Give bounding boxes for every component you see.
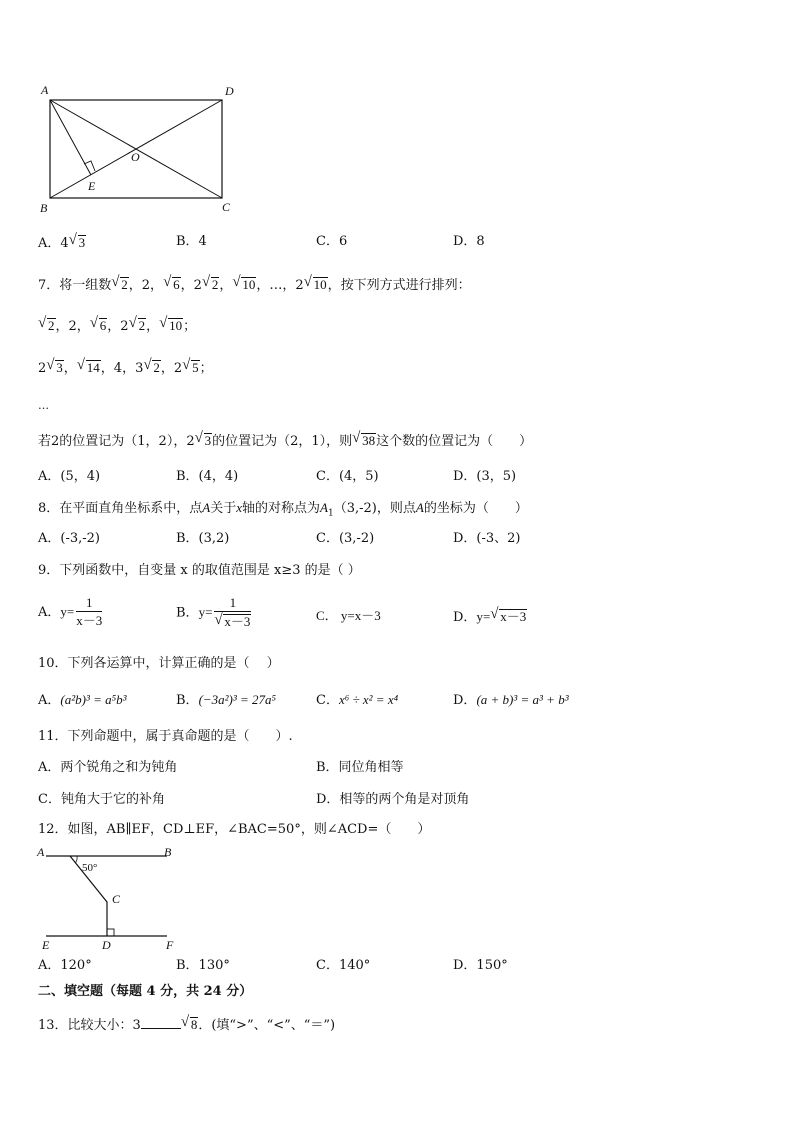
- q10-option-b-label: B．: [176, 693, 199, 708]
- sqrt-symbol: √ 3: [68, 232, 86, 250]
- q12-option-a: A．120°: [38, 958, 92, 973]
- q8-stem-suffix: 的坐标为（ ）: [423, 501, 528, 516]
- label-b: B: [164, 845, 172, 859]
- q8-stem-part: 关于: [210, 501, 237, 516]
- q7-option-b: B．(4，4): [176, 469, 239, 484]
- q13-stem: 13．比较大小：3 √ 8．(填“>”、“<”、“＝”): [38, 1014, 336, 1033]
- q7-question-radicand-2: 38: [362, 433, 376, 448]
- q10-stem: 10．下列各运算中，计算正确的是（ ）: [38, 656, 280, 671]
- q13-radicand: 8: [190, 1017, 198, 1032]
- q10-option-a: [38, 693, 127, 707]
- q9-option-d-radicand: x－3: [500, 609, 527, 624]
- q10-option-d: [453, 693, 569, 707]
- q7-option-d: D．(3，5): [453, 469, 517, 484]
- q9-option-b-fraction: 1 √ x－3: [214, 595, 251, 630]
- parallel-lines-figure: [36, 840, 186, 952]
- angle-arc: [76, 856, 78, 863]
- q7-row2-item: 2: [38, 361, 47, 376]
- q7-question-suffix: 这个数的位置记为（ ）: [376, 434, 533, 449]
- q10-option-d-label: D．: [453, 693, 477, 708]
- q8-point-a1: A: [320, 500, 328, 515]
- q8-stem-part: （3,-2)，则点: [333, 501, 416, 516]
- q8-option-c: C．(3,-2): [316, 531, 375, 546]
- q8-axis-x: x: [236, 500, 243, 515]
- q7-item: 10: [242, 277, 256, 292]
- section-heading: 二、填空题（每题 4 分，共 24 分）: [38, 984, 253, 999]
- q7-row2-item: ，: [63, 361, 77, 376]
- q9-stem: 9．下列函数中，自变量 x 的取值范围是 x≥3 的是（ ）: [38, 563, 361, 578]
- q7-question-radicand-1: 3: [204, 433, 212, 448]
- q8-stem-prefix: 8．在平面直角坐标系中，点: [38, 501, 203, 516]
- q7-row2-item: ，4，3: [100, 361, 144, 376]
- q6-option-a-text: A．4: [38, 236, 69, 251]
- q7-row1-item: ，2: [107, 319, 129, 334]
- q7-row1-item: ；: [183, 319, 197, 334]
- q7-row1-item: ，: [146, 319, 160, 334]
- fraction-numerator: 1: [76, 596, 102, 612]
- fraction-denominator: x－3: [76, 613, 103, 629]
- fraction-denominator: x－3: [224, 614, 251, 630]
- q7-row2-item: 3: [56, 360, 63, 375]
- q10-option-d-expression: (a + b)³ = a³ + b³: [476, 692, 569, 707]
- answer-blank[interactable]: [141, 1016, 181, 1029]
- q7-item: ，…，2: [256, 278, 304, 293]
- label-c: C: [112, 892, 121, 906]
- q7-stem-prefix: 7．将一组数: [38, 278, 112, 293]
- q10-option-c-label: C．: [316, 693, 339, 708]
- q7-row1-item: 10: [169, 318, 183, 333]
- q7-option-a: A．(5，4): [38, 469, 101, 484]
- q6-option-a-radicand: 3: [78, 235, 86, 250]
- q7-row2-item: 14: [86, 360, 100, 375]
- q12-option-d: D．150°: [453, 958, 508, 973]
- q8-stem: [38, 501, 528, 519]
- q10-option-b: [176, 693, 276, 707]
- label-d: D: [225, 84, 234, 98]
- q6-option-a: [38, 232, 86, 251]
- q8-point-a: A: [202, 500, 211, 515]
- angle-label-50: 50°: [82, 862, 98, 874]
- q11-stem: 11．下列命题中，属于真命题的是（ ）.: [38, 729, 293, 744]
- q8-option-d: D．(-3、2): [453, 531, 521, 546]
- q8-option-a: A．(-3,-2): [38, 531, 100, 546]
- q10-option-a-label: A．: [38, 693, 61, 708]
- q7-question-prefix: 若2的位置记为（1，2），2: [38, 434, 195, 449]
- label-a: A: [37, 845, 45, 859]
- q11-option-b: B．同位角相等: [316, 760, 404, 775]
- q7-row-1: √ 2，2， √ 6，2 √ 2， √ 10；: [38, 315, 197, 334]
- q7-item: 6: [173, 277, 180, 292]
- q9-option-d-label: D．: [453, 610, 477, 625]
- q9-option-b: [176, 596, 253, 630]
- q7-row1-item: ，2，: [55, 319, 90, 334]
- q7-row1-item: 2: [48, 318, 55, 333]
- label-a: A: [41, 83, 49, 97]
- label-c: C: [222, 200, 231, 214]
- q9-option-b-label: B．: [176, 605, 199, 621]
- q7-row2-item: 2: [153, 360, 160, 375]
- q7-item: 2: [121, 277, 128, 292]
- q7-row1-item: 6: [99, 318, 107, 333]
- q7-row2-item: ；: [199, 361, 213, 376]
- q9-option-a-lhs: y=: [60, 603, 75, 619]
- q7-option-c: C．(4，5): [316, 469, 379, 484]
- q7-question: 若2的位置记为（1，2），2 √ 3的位置记为（2，1），则 √ 38这个数的位置记为（ ）: [38, 430, 533, 449]
- rectangle-figure: [36, 82, 246, 217]
- q7-question-middle: 的位置记为（2，1），则: [212, 434, 353, 449]
- q9-option-c: C． y=x－3: [316, 608, 381, 623]
- q13-suffix: ．(填“>”、“<”、“＝”): [198, 1018, 336, 1033]
- q10-option-c: [316, 693, 398, 707]
- q8-option-b: B．(3,2): [176, 531, 230, 546]
- q6-option-b: B．4: [176, 234, 207, 249]
- q7-row2-item: 5: [192, 360, 199, 375]
- q10-option-b-expression: (−3a²)³ = 27a⁵: [198, 692, 277, 707]
- fraction-numerator: 1: [214, 596, 251, 612]
- q7-row-2: 2 √ 3， √ 14，4，3 √ 2，2 √ 5；: [38, 357, 213, 376]
- q10-option-c-expression: x⁶ ÷ x² = x⁴: [338, 692, 399, 707]
- q7-row1-item: 2: [138, 318, 146, 333]
- q7-item: ，2: [180, 278, 202, 293]
- q7-stem: 7．将一组数 √ 2，2， √ 6，2 √ 2， √ 10，…，2 √ 10，按下列方式进行排列：: [38, 274, 471, 293]
- q9-option-b-lhs: y=: [198, 604, 213, 620]
- q8-stem-part: 轴的对称点为: [242, 501, 321, 516]
- right-angle-mark: [107, 929, 114, 936]
- q12-stem: 12．如图，AB∥EF，CD⊥EF，∠BAC=50°，则∠ACD=（ ）: [38, 822, 431, 837]
- q8-point-a1-subscript: 1: [328, 508, 334, 519]
- q7-item: 10: [313, 277, 327, 292]
- q9-option-d-lhs: y=: [476, 609, 491, 624]
- q7-item: ，2，: [128, 278, 164, 293]
- q12-option-b: B．130°: [176, 958, 230, 973]
- q7-item: ，按下列方式进行排列：: [327, 278, 471, 293]
- q8-point-a: A: [415, 500, 424, 515]
- label-f: F: [166, 938, 174, 952]
- label-b: B: [40, 201, 48, 215]
- q13-prefix: 13．比较大小：3: [38, 1018, 141, 1033]
- q9-option-d: D．y= √ x－3: [453, 606, 527, 625]
- q6-option-d: D．8: [453, 234, 485, 249]
- label-o: O: [131, 150, 140, 164]
- q12-option-c: C．140°: [316, 958, 371, 973]
- q9-option-a-fraction: [76, 596, 102, 629]
- label-e: E: [88, 179, 96, 193]
- q11-option-a: A．两个锐角之和为钝角: [38, 760, 178, 775]
- label-d: D: [102, 938, 111, 952]
- q7-row2-item: ，2: [160, 361, 183, 376]
- q9-option-a-label: A．: [38, 604, 61, 620]
- q10-option-a-expression: (a²b)³ = a⁵b³: [60, 692, 127, 707]
- q9-option-a: [38, 596, 104, 629]
- q6-option-c: C．6: [316, 234, 348, 249]
- q7-item: ，: [219, 278, 233, 293]
- q11-option-d: D．相等的两个角是对顶角: [316, 792, 470, 807]
- label-e: E: [42, 938, 50, 952]
- q7-ellipsis: …: [38, 399, 49, 412]
- q11-option-c: C．钝角大于它的补角: [38, 792, 165, 807]
- q7-item: 2: [211, 277, 219, 292]
